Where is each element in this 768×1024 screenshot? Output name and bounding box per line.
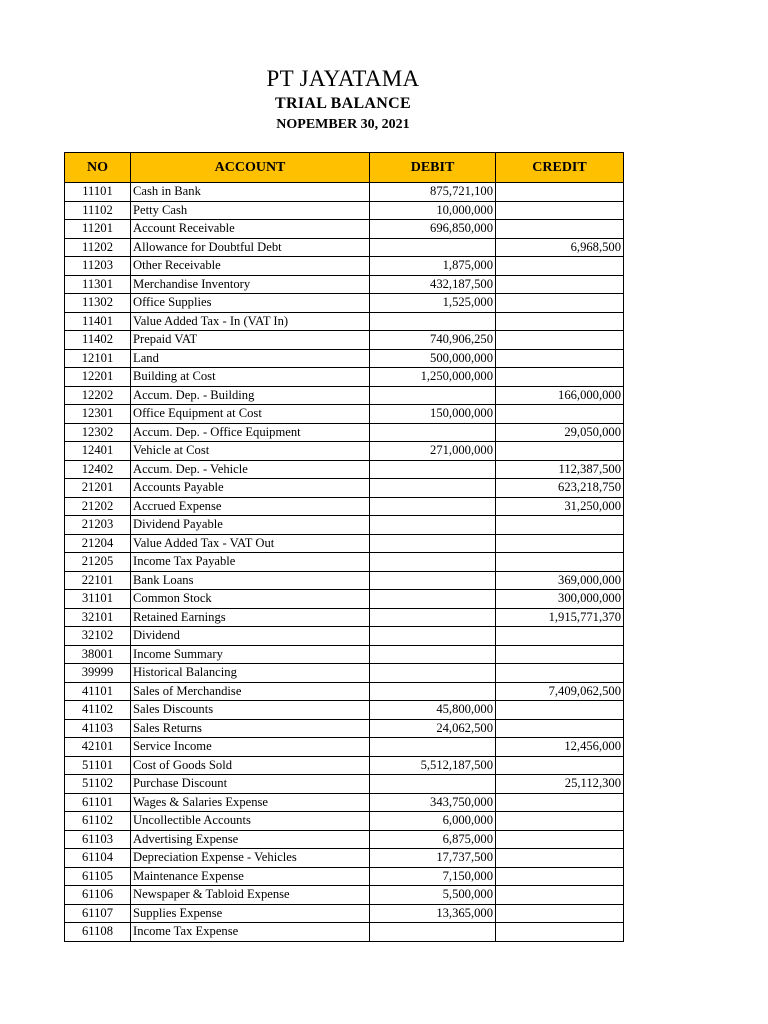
account-number-cell: 42101 — [65, 738, 131, 757]
table-row — [65, 331, 624, 350]
account-name-cell: Value Added Tax - In (VAT In) — [131, 312, 370, 331]
report-date: NOPEMBER 30, 2021 — [276, 117, 410, 132]
debit-cell: 6,000,000 — [370, 812, 496, 831]
account-number-cell: 41102 — [65, 701, 131, 720]
credit-cell — [496, 793, 624, 812]
table-row — [65, 405, 624, 424]
table-row — [65, 238, 624, 257]
table-row — [65, 830, 624, 849]
credit-cell — [496, 294, 624, 313]
account-number-cell: 32101 — [65, 608, 131, 627]
account-number-cell: 11202 — [65, 238, 131, 257]
table-row — [65, 812, 624, 831]
account-name-cell: Income Tax Payable — [131, 553, 370, 572]
debit-cell — [370, 423, 496, 442]
table-row — [65, 220, 624, 239]
account-number-cell: 39999 — [65, 664, 131, 683]
account-number-cell: 61107 — [65, 904, 131, 923]
table-row — [65, 553, 624, 572]
account-name-cell: Accrued Expense — [131, 497, 370, 516]
debit-cell: 5,500,000 — [370, 886, 496, 905]
debit-cell: 271,000,000 — [370, 442, 496, 461]
credit-cell — [496, 331, 624, 350]
table-row — [65, 312, 624, 331]
debit-cell — [370, 571, 496, 590]
debit-cell — [370, 553, 496, 572]
account-name-cell: Vehicle at Cost — [131, 442, 370, 461]
credit-cell — [496, 867, 624, 886]
debit-cell — [370, 664, 496, 683]
account-name-cell: Uncollectible Accounts — [131, 812, 370, 831]
credit-cell — [496, 442, 624, 461]
table-row — [65, 479, 624, 498]
debit-cell: 24,062,500 — [370, 719, 496, 738]
credit-cell: 1,915,771,370 — [496, 608, 624, 627]
account-number-cell: 61105 — [65, 867, 131, 886]
credit-cell — [496, 701, 624, 720]
credit-cell: 31,250,000 — [496, 497, 624, 516]
account-number-cell: 38001 — [65, 645, 131, 664]
table-row — [65, 756, 624, 775]
company-name: PT JAYATAMA — [266, 66, 420, 91]
account-name-cell: Advertising Expense — [131, 830, 370, 849]
account-name-cell: Wages & Salaries Expense — [131, 793, 370, 812]
column-header-debit: DEBIT — [370, 153, 496, 183]
debit-cell: 45,800,000 — [370, 701, 496, 720]
account-number-cell: 11301 — [65, 275, 131, 294]
account-name-cell: Newspaper & Tabloid Expense — [131, 886, 370, 905]
account-name-cell: Depreciation Expense - Vehicles — [131, 849, 370, 868]
credit-cell — [496, 534, 624, 553]
credit-cell: 623,218,750 — [496, 479, 624, 498]
debit-cell: 1,525,000 — [370, 294, 496, 313]
account-name-cell: Merchandise Inventory — [131, 275, 370, 294]
credit-cell — [496, 664, 624, 683]
debit-cell — [370, 497, 496, 516]
debit-cell: 1,250,000,000 — [370, 368, 496, 387]
account-number-cell: 11201 — [65, 220, 131, 239]
table-row — [65, 571, 624, 590]
credit-cell — [496, 257, 624, 276]
account-name-cell: Accum. Dep. - Office Equipment — [131, 423, 370, 442]
debit-cell — [370, 516, 496, 535]
account-number-cell: 32102 — [65, 627, 131, 646]
credit-cell — [496, 516, 624, 535]
account-number-cell: 11401 — [65, 312, 131, 331]
account-number-cell: 12201 — [65, 368, 131, 387]
report-title: TRIAL BALANCE — [275, 95, 411, 112]
account-name-cell: Sales Discounts — [131, 701, 370, 720]
credit-cell — [496, 756, 624, 775]
table-row — [65, 608, 624, 627]
credit-cell: 7,409,062,500 — [496, 682, 624, 701]
account-number-cell: 12302 — [65, 423, 131, 442]
table-row — [65, 682, 624, 701]
credit-cell — [496, 201, 624, 220]
debit-cell: 5,512,187,500 — [370, 756, 496, 775]
credit-cell — [496, 405, 624, 424]
table-row — [65, 793, 624, 812]
debit-cell — [370, 590, 496, 609]
account-number-cell: 11102 — [65, 201, 131, 220]
debit-cell: 432,187,500 — [370, 275, 496, 294]
table-row — [65, 275, 624, 294]
credit-cell — [496, 183, 624, 202]
credit-cell — [496, 849, 624, 868]
account-name-cell: Prepaid VAT — [131, 331, 370, 350]
credit-cell — [496, 830, 624, 849]
account-number-cell: 61102 — [65, 812, 131, 831]
debit-cell: 10,000,000 — [370, 201, 496, 220]
debit-cell — [370, 238, 496, 257]
account-name-cell: Dividend Payable — [131, 516, 370, 535]
table-row — [65, 590, 624, 609]
debit-cell: 696,850,000 — [370, 220, 496, 239]
table-row — [65, 886, 624, 905]
account-name-cell: Office Equipment at Cost — [131, 405, 370, 424]
debit-cell — [370, 627, 496, 646]
debit-cell — [370, 479, 496, 498]
account-name-cell: Sales of Merchandise — [131, 682, 370, 701]
debit-cell — [370, 386, 496, 405]
table-row — [65, 849, 624, 868]
table-row — [65, 423, 624, 442]
credit-cell: 369,000,000 — [496, 571, 624, 590]
account-name-cell: Accum. Dep. - Building — [131, 386, 370, 405]
table-row — [65, 775, 624, 794]
account-name-cell: Cash in Bank — [131, 183, 370, 202]
account-name-cell: Retained Earnings — [131, 608, 370, 627]
credit-cell — [496, 312, 624, 331]
table-row — [65, 257, 624, 276]
credit-cell: 166,000,000 — [496, 386, 624, 405]
debit-cell: 875,721,100 — [370, 183, 496, 202]
account-name-cell: Value Added Tax - VAT Out — [131, 534, 370, 553]
account-number-cell: 51102 — [65, 775, 131, 794]
credit-cell — [496, 923, 624, 942]
column-header-account: ACCOUNT — [131, 153, 370, 183]
credit-cell — [496, 812, 624, 831]
credit-cell — [496, 220, 624, 239]
account-number-cell: 41101 — [65, 682, 131, 701]
account-name-cell: Other Receivable — [131, 257, 370, 276]
account-name-cell: Purchase Discount — [131, 775, 370, 794]
account-number-cell: 21201 — [65, 479, 131, 498]
debit-cell — [370, 682, 496, 701]
credit-cell — [496, 627, 624, 646]
debit-cell — [370, 460, 496, 479]
debit-cell: 13,365,000 — [370, 904, 496, 923]
credit-cell — [496, 349, 624, 368]
account-name-cell: Maintenance Expense — [131, 867, 370, 886]
account-number-cell: 61101 — [65, 793, 131, 812]
account-number-cell: 12401 — [65, 442, 131, 461]
table-row — [65, 460, 624, 479]
debit-cell — [370, 738, 496, 757]
table-row — [65, 201, 624, 220]
account-name-cell: Office Supplies — [131, 294, 370, 313]
account-number-cell: 61104 — [65, 849, 131, 868]
credit-cell: 112,387,500 — [496, 460, 624, 479]
table-header-row — [65, 153, 624, 183]
table-row — [65, 923, 624, 942]
debit-cell: 500,000,000 — [370, 349, 496, 368]
credit-cell — [496, 719, 624, 738]
credit-cell — [496, 368, 624, 387]
credit-cell — [496, 904, 624, 923]
account-number-cell: 12301 — [65, 405, 131, 424]
credit-cell: 12,456,000 — [496, 738, 624, 757]
account-name-cell: Common Stock — [131, 590, 370, 609]
debit-cell — [370, 775, 496, 794]
debit-cell: 1,875,000 — [370, 257, 496, 276]
credit-cell: 25,112,300 — [496, 775, 624, 794]
table-row — [65, 183, 624, 202]
debit-cell — [370, 534, 496, 553]
account-number-cell: 41103 — [65, 719, 131, 738]
account-name-cell: Land — [131, 349, 370, 368]
credit-cell — [496, 553, 624, 572]
credit-cell: 6,968,500 — [496, 238, 624, 257]
credit-cell: 29,050,000 — [496, 423, 624, 442]
account-number-cell: 11402 — [65, 331, 131, 350]
debit-cell: 740,906,250 — [370, 331, 496, 350]
account-name-cell: Sales Returns — [131, 719, 370, 738]
table-body — [65, 183, 624, 942]
table-row — [65, 534, 624, 553]
credit-cell — [496, 886, 624, 905]
account-name-cell: Petty Cash — [131, 201, 370, 220]
debit-cell — [370, 312, 496, 331]
table-row — [65, 516, 624, 535]
account-name-cell: Service Income — [131, 738, 370, 757]
table-row — [65, 442, 624, 461]
debit-cell: 7,150,000 — [370, 867, 496, 886]
table-row — [65, 627, 624, 646]
account-name-cell: Income Summary — [131, 645, 370, 664]
credit-cell: 300,000,000 — [496, 590, 624, 609]
trial-balance-table — [64, 152, 624, 942]
debit-cell: 343,750,000 — [370, 793, 496, 812]
table-row — [65, 719, 624, 738]
debit-cell — [370, 608, 496, 627]
account-name-cell: Accounts Payable — [131, 479, 370, 498]
table-row — [65, 349, 624, 368]
account-name-cell: Account Receivable — [131, 220, 370, 239]
account-number-cell: 12101 — [65, 349, 131, 368]
account-number-cell: 11302 — [65, 294, 131, 313]
account-number-cell: 31101 — [65, 590, 131, 609]
account-number-cell: 21203 — [65, 516, 131, 535]
account-number-cell: 61108 — [65, 923, 131, 942]
account-number-cell: 11101 — [65, 183, 131, 202]
debit-cell: 6,875,000 — [370, 830, 496, 849]
account-number-cell: 51101 — [65, 756, 131, 775]
table-row — [65, 497, 624, 516]
account-name-cell: Income Tax Expense — [131, 923, 370, 942]
table-row — [65, 904, 624, 923]
account-name-cell: Accum. Dep. - Vehicle — [131, 460, 370, 479]
account-name-cell: Dividend — [131, 627, 370, 646]
table-row — [65, 701, 624, 720]
table-row — [65, 664, 624, 683]
account-name-cell: Bank Loans — [131, 571, 370, 590]
account-number-cell: 21205 — [65, 553, 131, 572]
credit-cell — [496, 275, 624, 294]
account-number-cell: 61103 — [65, 830, 131, 849]
account-name-cell: Cost of Goods Sold — [131, 756, 370, 775]
debit-cell: 17,737,500 — [370, 849, 496, 868]
table-row — [65, 867, 624, 886]
account-name-cell: Building at Cost — [131, 368, 370, 387]
account-number-cell: 21204 — [65, 534, 131, 553]
table-row — [65, 645, 624, 664]
column-header-credit: CREDIT — [496, 153, 624, 183]
table-row — [65, 368, 624, 387]
account-number-cell: 21202 — [65, 497, 131, 516]
debit-cell — [370, 923, 496, 942]
column-header-no: NO — [65, 153, 131, 183]
table-row — [65, 386, 624, 405]
account-number-cell: 61106 — [65, 886, 131, 905]
account-number-cell: 12402 — [65, 460, 131, 479]
account-number-cell: 11203 — [65, 257, 131, 276]
account-number-cell: 12202 — [65, 386, 131, 405]
credit-cell — [496, 645, 624, 664]
debit-cell — [370, 645, 496, 664]
account-name-cell: Supplies Expense — [131, 904, 370, 923]
table-row — [65, 294, 624, 313]
debit-cell: 150,000,000 — [370, 405, 496, 424]
account-number-cell: 22101 — [65, 571, 131, 590]
table-row — [65, 738, 624, 757]
account-name-cell: Allowance for Doubtful Debt — [131, 238, 370, 257]
account-name-cell: Historical Balancing — [131, 664, 370, 683]
